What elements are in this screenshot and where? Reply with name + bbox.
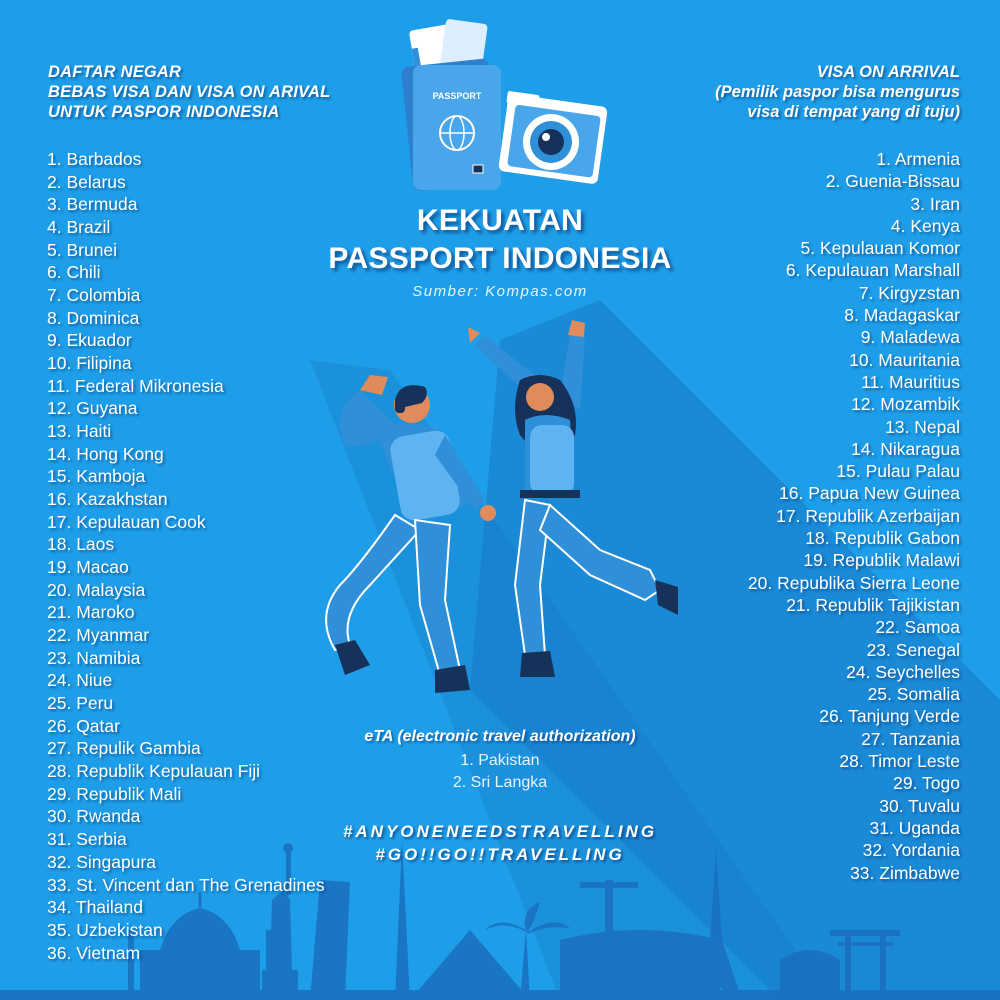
- visa-on-arrival-country-list: [748, 148, 960, 884]
- hashtag-2: #GO!!GO!!TRAVELLING: [375, 845, 625, 864]
- visa-free-country-item: 10. Filipina: [47, 353, 132, 374]
- passport-camera-illustration: [385, 15, 615, 195]
- visa-free-country-item: 33. St. Vincent dan The Grenadines: [47, 874, 325, 895]
- hashtag-1: #ANYONENEEDSTRAVELLING: [342, 822, 658, 841]
- visa-on-arrival-country-item: 23. Senegal: [866, 639, 960, 660]
- visa-free-country-item: 3. Bermuda: [47, 194, 138, 215]
- visa-on-arrival-country-item: 27. Tanzania: [861, 728, 960, 749]
- visa-on-arrival-country-item: 9. Maladewa: [860, 327, 960, 348]
- visa-free-country-item: 14. Hong Kong: [47, 443, 164, 464]
- visa-free-country-item: 27. Repulik Gambia: [47, 738, 201, 759]
- visa-free-country-item: 8. Dominica: [47, 307, 140, 328]
- visa-free-heading-line2: BEBAS VISA DAN VISA ON ARIVAL: [48, 83, 331, 101]
- eta-country-item: 1. Pakistan: [460, 752, 540, 769]
- visa-on-arrival-country-item: 15. Pulau Palau: [836, 461, 960, 482]
- visa-free-country-item: 18. Laos: [47, 534, 115, 555]
- travellers-illustration: [300, 315, 700, 705]
- visa-on-arrival-country-item: 26. Tanjung Verde: [819, 706, 960, 727]
- visa-free-country-item: 6. Chili: [47, 262, 101, 283]
- visa-free-country-item: 22. Myanmar: [47, 625, 150, 646]
- visa-free-country-item: 34. Thailand: [47, 897, 144, 918]
- eta-heading: eTA (electronic travel authorization): [364, 728, 636, 745]
- visa-free-country-item: 19. Macao: [47, 557, 129, 578]
- visa-free-country-item: 24. Niue: [47, 670, 113, 691]
- source-credit: Sumber: Kompas.com: [412, 283, 588, 300]
- female-traveller-figure: [468, 320, 678, 677]
- title-line2: PASSPORT INDONESIA: [328, 242, 672, 275]
- visa-free-country-item: 17. Kepulauan Cook: [47, 511, 206, 532]
- visa-free-country-item: 20. Malaysia: [47, 579, 146, 600]
- visa-on-arrival-country-item: 25. Somalia: [867, 684, 960, 705]
- visa-on-arrival-country-item: 2. Guenia-Bissau: [825, 171, 960, 192]
- visa-on-arrival-country-item: 3. Iran: [910, 193, 960, 214]
- visa-on-arrival-country-item: 20. Republika Sierra Leone: [747, 572, 960, 593]
- visa-on-arrival-country-item: 16. Papua New Guinea: [779, 483, 960, 504]
- visa-free-country-item: 4. Brazil: [47, 217, 111, 238]
- visa-on-arrival-heading-line2: (Pemilik paspor bisa mengurus: [715, 83, 960, 101]
- page-title: [280, 202, 720, 278]
- passport-label: PASSPORT: [432, 91, 482, 101]
- title-line1: KEKUATAN: [416, 204, 584, 237]
- visa-free-country-item: 21. Maroko: [47, 602, 135, 623]
- visa-free-country-item: 29. Republik Mali: [47, 783, 182, 804]
- visa-free-country-item: 7. Colombia: [47, 285, 141, 306]
- visa-free-country-item: 25. Peru: [47, 693, 114, 714]
- visa-free-country-item: 35. Uzbekistan: [47, 919, 163, 940]
- visa-on-arrival-country-item: 19. Republik Malawi: [803, 550, 960, 571]
- visa-on-arrival-country-item: 33. Zimbabwe: [850, 862, 960, 883]
- visa-on-arrival-country-item: 30. Tuvalu: [879, 795, 960, 816]
- visa-free-heading: [48, 62, 330, 122]
- visa-free-country-item: 16. Kazakhstan: [47, 489, 168, 510]
- visa-on-arrival-country-item: 13. Nepal: [885, 416, 960, 437]
- visa-on-arrival-country-item: 17. Republik Azerbaijan: [776, 505, 960, 526]
- visa-on-arrival-country-item: 28. Timor Leste: [839, 751, 960, 772]
- visa-free-country-item: 5. Brunei: [47, 239, 118, 260]
- visa-free-country-item: 13. Haiti: [47, 421, 112, 442]
- visa-free-country-item: 26. Qatar: [47, 715, 120, 736]
- visa-on-arrival-country-item: 21. Republik Tajikistan: [786, 594, 960, 615]
- visa-on-arrival-country-item: 22. Samoa: [875, 617, 960, 638]
- visa-free-country-item: 15. Kamboja: [47, 466, 146, 487]
- visa-on-arrival-country-item: 7. Kirgyzstan: [858, 282, 960, 303]
- visa-free-country-item: 12. Guyana: [47, 398, 138, 419]
- visa-on-arrival-country-item: 31. Uganda: [869, 817, 960, 838]
- visa-free-country-item: 9. Ekuador: [47, 330, 132, 351]
- visa-free-country-item: 2. Belarus: [47, 171, 126, 192]
- visa-on-arrival-country-item: 6. Kepulauan Marshall: [785, 260, 960, 281]
- visa-free-country-item: 1. Barbados: [47, 149, 142, 169]
- visa-free-country-item: 30. Rwanda: [47, 806, 141, 827]
- visa-on-arrival-country-item: 24. Seychelles: [846, 661, 960, 682]
- visa-on-arrival-heading-line3: visa di tempat yang di tuju): [747, 103, 960, 121]
- eta-country-item: 2. Sri Langka: [452, 774, 548, 791]
- visa-on-arrival-heading-line1: VISA ON ARRIVAL: [816, 63, 960, 81]
- visa-free-country-item: 36. Vietnam: [47, 942, 141, 963]
- visa-on-arrival-country-item: 1. Armenia: [876, 149, 960, 169]
- visa-on-arrival-country-item: 14. Nikaragua: [851, 438, 960, 459]
- visa-on-arrival-country-item: 11. Mauritius: [861, 371, 960, 392]
- hashtags: [300, 820, 700, 866]
- visa-on-arrival-country-item: 10. Mauritania: [849, 349, 960, 370]
- visa-on-arrival-country-item: 5. Kepulauan Komor: [800, 238, 960, 259]
- visa-on-arrival-country-item: 8. Madagaskar: [844, 305, 960, 326]
- visa-free-country-item: 23. Namibia: [47, 647, 141, 668]
- eta-country-list: [300, 750, 700, 794]
- visa-free-country-item: 28. Republik Kepulauan Fiji: [47, 761, 261, 782]
- visa-free-heading-line1: DAFTAR NEGAR: [48, 63, 182, 81]
- visa-free-country-item: 32. Singapura: [47, 851, 156, 872]
- visa-on-arrival-heading: [715, 62, 960, 122]
- visa-on-arrival-country-item: 12. Mozambik: [851, 394, 960, 415]
- visa-on-arrival-country-item: 29. Togo: [893, 773, 960, 794]
- visa-free-country-item: 31. Serbia: [47, 829, 127, 850]
- visa-on-arrival-country-item: 32. Yordania: [862, 840, 960, 861]
- male-traveller-figure: [326, 375, 496, 693]
- visa-free-heading-line3: UNTUK PASPOR INDONESIA: [48, 103, 280, 121]
- visa-free-country-item: 11. Federal Mikronesia: [47, 375, 224, 396]
- visa-on-arrival-country-item: 18. Republik Gabon: [805, 528, 960, 549]
- visa-on-arrival-country-item: 4. Kenya: [890, 215, 960, 236]
